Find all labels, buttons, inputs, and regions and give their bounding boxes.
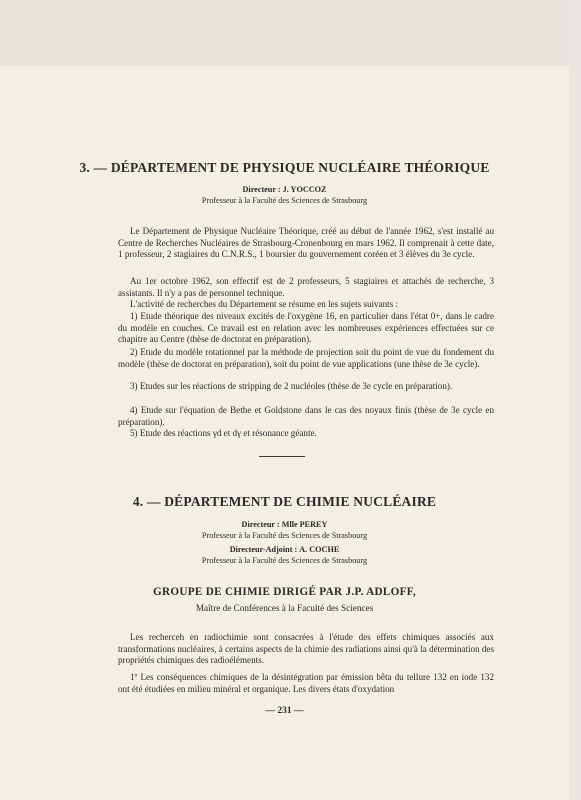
section-4-deputy: [0, 544, 569, 555]
section-3-para-1: Le Département de Physique Nucléaire Théorique, créé au début de l'année 1962, s'est installé au Centre de Recherches Nucléaires de Strasbourg-Cronenbourg en mars 1962. Il comprenait à cette date, 1 professeur, 2 stagiaires du C.N.R.S., 1 boursier du gouvernement coréen et 3 élèves du 3e cycle.: [118, 226, 494, 259]
group-subtitle: Maître de Conférences à la Faculté des Sciences: [195, 603, 374, 613]
section-4-director-role: Professeur à la Faculté des Sciences de Strasbourg: [201, 531, 368, 540]
director-name: Mlle PEREY: [281, 520, 328, 529]
section-3-title: 3. — DÉPARTEMENT DE PHYSIQUE NUCLÉAIRE THÉORIQUE: [79, 160, 490, 175]
director-name: J. YOCCOZ: [282, 185, 327, 194]
page-number: — 231 —: [265, 706, 304, 716]
section-4-deputy-role: Professeur à la Faculté des Sciences de Strasbourg: [201, 556, 368, 565]
section-3-para-3: L'activité de recherches du Département se résume en les sujets suivants :: [130, 299, 399, 309]
deputy-name: A. COCHE: [299, 545, 340, 554]
section-4-director: [0, 519, 569, 530]
section-3-director: [0, 184, 569, 195]
section-4-title: 4. — DÉPARTEMENT DE CHIMIE NUCLÉAIRE: [132, 494, 437, 509]
list-item-5: 5) Etude des réactions γd et dγ et résonance géante.: [130, 428, 317, 438]
section-4-para-1: Les recherceh en radiochimie sont consacrées à l'étude des effets chimiques associés aux transformations nucléaires, à certains aspects de la chimie des radiations ainsi qu'à la détermination des propriétés chimiques des radioéléments.: [118, 632, 494, 665]
section-4-para-2: 1º Les conséquences chimiques de la désintégration par émission bêta du tellure 132 en iode 132 ont été étudiées en milieu minéral et organique. Les divers états d'oxydation: [118, 672, 494, 694]
list-item-1: 1) Etude théorique des niveaux excités de l'oxygène 16, en particulier dans l'état 0+, dans le cadre du modèle en couches. Ce travail est en relation avec les nombreuses expériences effectuées sur ce chapitre au Centre (thèse de doctorat en préparation).: [118, 311, 494, 344]
director-label: Directeur :: [242, 185, 281, 194]
section-3-director-role: Professeur à la Faculté des Sciences de Strasbourg: [201, 196, 368, 205]
deputy-label: Directeur-Adjoint :: [229, 545, 298, 554]
list-item-3: 3) Etudes sur les réactions de stripping de 2 nucléoles (thèse de 3e cycle en préparation).: [130, 381, 453, 391]
list-item-2: 2) Etude du modèle rotationnel par la méthode de projection soit du point de vue du fondement du modèle (thèse de doctorat en préparation), soit du point de vue applications (une thèse de 3e cycle).: [118, 347, 494, 369]
section-divider: [259, 456, 305, 457]
list-item-4: 4) Etude sur l'équation de Bethe et Goldstone dans le cas des noyaux finis (thèse de 3e cycle en préparation).: [118, 405, 494, 427]
scan-edge: [569, 0, 581, 800]
director-label: Directeur :: [241, 520, 280, 529]
section-3-para-2: Au 1er octobre 1962, son effectif est de 2 professeurs, 5 stagiaires et attachés de recherche, 3 assistants. Il n'y a pas de personnel technique.: [118, 276, 494, 298]
group-title: GROUPE DE CHIMIE DIRIGÉ PAR J.P. ADLOFF,: [152, 586, 416, 598]
